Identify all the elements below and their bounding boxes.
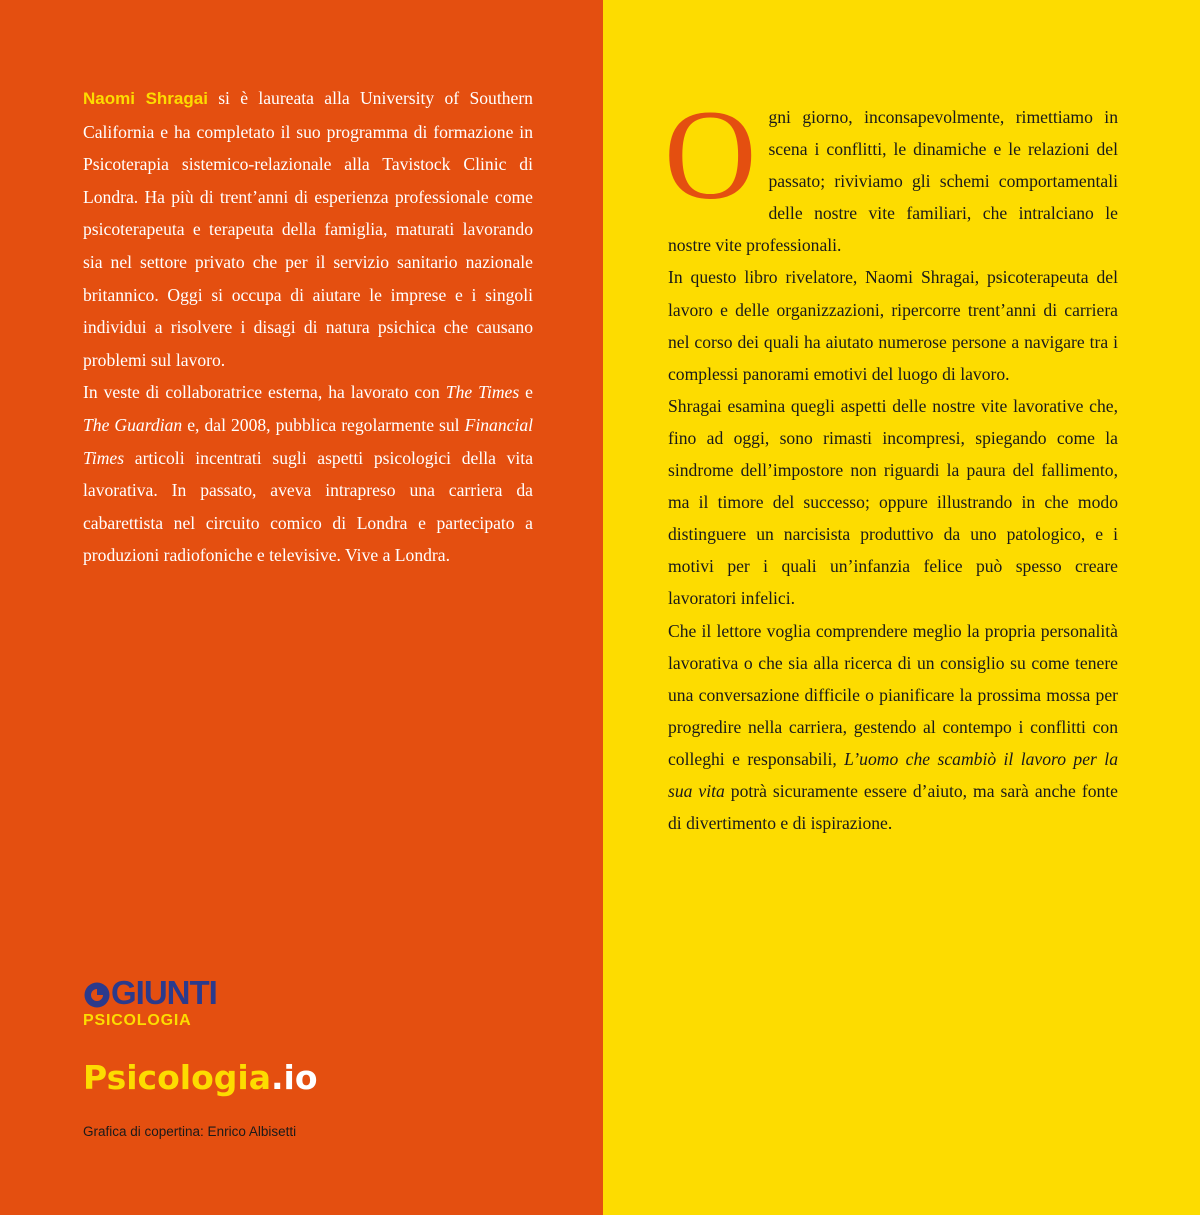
drop-cap: O — [664, 84, 757, 226]
book-title: L’uomo che scambiò il lavoro per la sua vita — [668, 748, 1118, 801]
bio-paragraph-2: In veste di collaboratrice esterna, ha lavorato con The Times e The Guardian e, dal 2008, pubblica regolarmente sul Financial Times articoli incentrati sugli aspetti psicologici della vita lavorativa. In passato, aveva intrapreso una carriera da cabarettista nel circuito comico di Londra e partecipato a produzioni radiofoniche e televisive. Vive a Londra. — [83, 382, 534, 566]
cover-credit: Grafica di copertina: Enrico Albisetti — [83, 1124, 297, 1139]
blurb-paragraph-3: Shragai esamina quegli aspetti delle nostre vite lavorative che, fino ad oggi, sono rimasti incompresi, spiegando come la sindrome dell’impostore non riguardi la paura del fallimento, ma il timore del successo; oppure illustrando in che modo distinguere un narcisista produttivo da uno patologico, e i motivi per i quali un’infanzia felice può spesso creare lavoratori infelici. — [668, 395, 1118, 609]
blurb-paragraph-1: gni giorno, inconsapevolmente, rimettiamo in scena i conflitti, le dinamiche e le relazioni del passato; riviviamo gli schemi comportamentali delle nostre vite familiari, che intralciano le nostre vite professionali. — [668, 107, 1118, 256]
publisher-imprint: PSICOLOGIA — [83, 1012, 192, 1029]
publication-times: The Times — [445, 382, 520, 403]
publisher-logo — [83, 974, 283, 1038]
publication-guardian: The Guardian — [83, 414, 183, 435]
author-bio — [83, 82, 533, 572]
publisher-name: GIUNTI — [111, 974, 217, 1011]
blurb-paragraph-4: Che il lettore voglia comprendere meglio la propria personalità lavorativa o che sia alla ricerca di un consiglio su come tenere una conversazione difficile o pianificare la prossima mossa per progredire nella carriera, gestendo al contempo i conflitti con colleghi e responsabili, L’uomo che scambiò il lavoro per la sua vita potrà sicuramente essere d’aiuto, ma sarà anche fonte di divertimento e di ispirazione. — [668, 620, 1118, 834]
book-blurb — [664, 84, 1118, 839]
website-label: Psicologia.io — [83, 1058, 318, 1097]
bio-paragraph-1: Naomi Shragai si è laureata alla University of Southern California e ha completato il suo programma di formazione in Psicoterapia sistemico-relazionale alla Tavistock Clinic di Londra. Ha più di trent’anni di esperienza professionale come psicoterapeuta e terapeuta della famiglia, maturati lavorando sia nel settore privato che per il servizio sanitario nazionale britannico. Oggi si occupa di aiutare le imprese e i singoli individui a risolvere i disagi di natura psichica che causano problemi sul lavoro. — [83, 88, 533, 370]
author-name: Naomi Shragai — [83, 89, 208, 108]
blurb-paragraph-2: In questo libro rivelatore, Naomi Shragai, psicoterapeuta del lavoro e delle organizzazioni, ripercorre trent’anni di carriera nel corso dei quali ha aiutato numerose persone a navigare tra i complessi panorami emotivi del luogo di lavoro. — [668, 267, 1118, 384]
giunti-logo-icon — [83, 981, 111, 1009]
publication-ft: Financial Times — [83, 414, 534, 468]
